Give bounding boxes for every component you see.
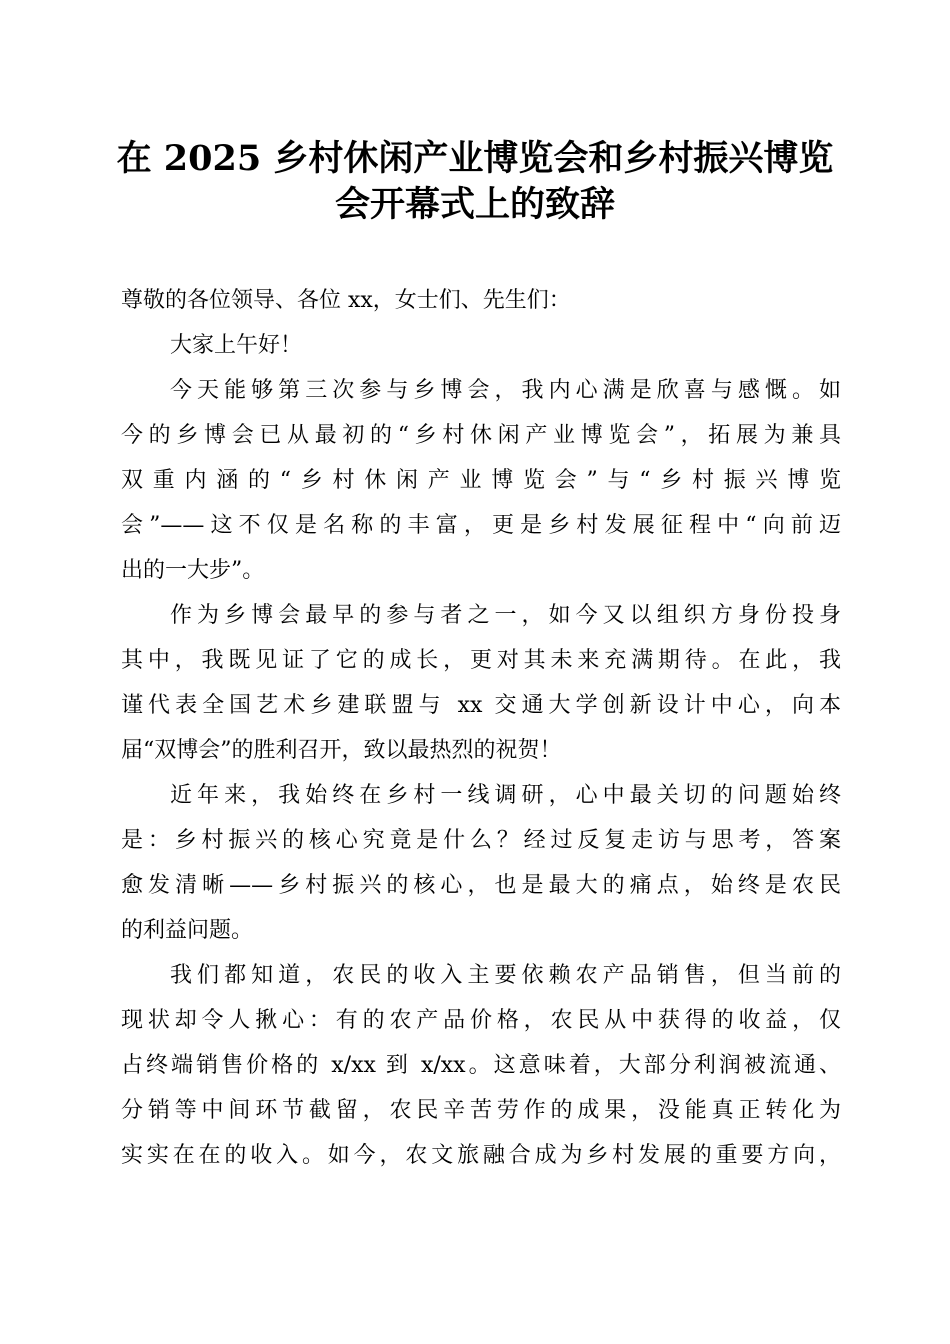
paragraph-line: 双重内涵的“乡村休闲产业博览会”与“乡村振兴博览 xyxy=(121,468,841,493)
document-body xyxy=(121,278,841,1178)
paragraph-line: 我们都知道，农民的收入主要依赖农产品销售，但当前的 xyxy=(170,963,841,988)
paragraph-2 xyxy=(121,593,841,773)
paragraph-line: 今天能够第三次参与乡博会，我内心满是欣喜与感慨。如 xyxy=(170,378,841,403)
paragraph-line: 近年来，我始终在乡村一线调研，心中最关切的问题始终 xyxy=(170,783,841,808)
paragraph-line: 实实在在的收入。如今，农文旅融合成为乡村发展的重要方向， xyxy=(121,1143,841,1168)
paragraph-line: 其中，我既见证了它的成长，更对其未来充满期待。在此，我 xyxy=(121,648,841,673)
paragraph-line: 现状却令人揪心：有的农产品价格，农民从中获得的收益，仅 xyxy=(121,1008,841,1033)
paragraph-line: 占终端销售价格的 x/xx 到 x/xx。这意味着，大部分利润被流通、 xyxy=(121,1053,841,1078)
paragraph-line: 届“双博会”的胜利召开，致以最热烈的祝贺！ xyxy=(121,738,562,763)
paragraph-4 xyxy=(121,953,841,1178)
paragraph-line: 会”——这不仅是名称的丰富，更是乡村发展征程中“向前迈 xyxy=(121,513,841,538)
paragraph-line: 是：乡村振兴的核心究竟是什么？经过反复走访与思考，答案 xyxy=(121,828,841,853)
paragraph-line: 出的一大步”。 xyxy=(121,558,265,583)
paragraph-line: 分销等中间环节截留，农民辛苦劳作的成果，没能真正转化为 xyxy=(121,1098,841,1123)
paragraph-3 xyxy=(121,773,841,953)
paragraph-line: 作为乡博会最早的参与者之一，如今又以组织方身份投身 xyxy=(170,603,841,628)
greeting: 大家上午好！ xyxy=(170,333,303,358)
paragraph-line: 的利益问题。 xyxy=(121,918,254,943)
paragraph-line: 今的乡博会已从最初的“乡村休闲产业博览会”，拓展为兼具 xyxy=(121,423,841,448)
paragraph-line: 谨代表全国艺术乡建联盟与 xx 交通大学创新设计中心，向本 xyxy=(121,693,841,718)
paragraph-1 xyxy=(121,368,841,593)
title-line-2: 会开幕式上的致辞 xyxy=(334,184,615,225)
salutation: 尊敬的各位领导、各位 xx，女士们、先生们： xyxy=(121,288,571,313)
title-line-1: 在 2025 乡村休闲产业博览会和乡村振兴博览 xyxy=(116,138,834,179)
document-title xyxy=(100,136,850,228)
paragraph-line: 愈发清晰——乡村振兴的核心，也是最大的痛点，始终是农民 xyxy=(121,873,841,898)
